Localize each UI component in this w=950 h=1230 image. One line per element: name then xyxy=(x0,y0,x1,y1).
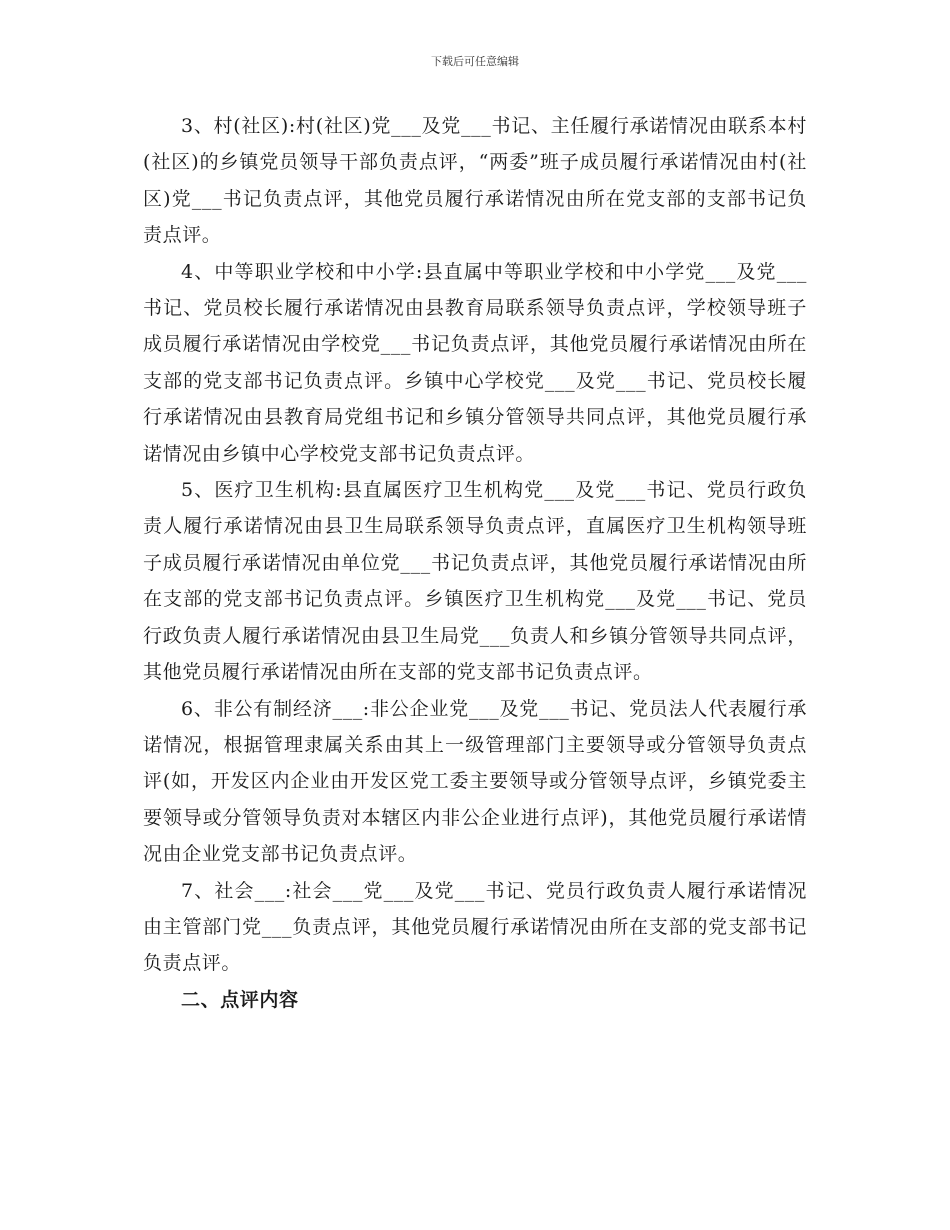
page-header: 下载后可任意编辑 xyxy=(431,55,519,68)
paragraph-schools: 4、中等职业学校和中小学:县直属中等职业学校和中小学党___及党___书记、党员校长履行承诺情况由县教育局联系领导负责点评，学校领导班子成员履行承诺情况由学校党___书记负责点评，其他党员履行承诺情况由所在支部的党支部书记负责点评。乡镇中心学校党___及党___书记、党员校长履行承诺情况由县教育局党组书记和乡镇分管领导共同点评，其他党员履行承诺情况由乡镇中心学校党支部书记负责点评。 xyxy=(143,260,807,465)
document-body xyxy=(143,108,807,1018)
paragraph-social-organizations: 7、社会___:社会___党___及党___书记、党员行政负责人履行承诺情况由主管部门党___负责点评，其他党员履行承诺情况由所在支部的党支部书记负责点评。 xyxy=(143,879,807,975)
paragraph-non-public-economy: 6、非公有制经济___:非公企业党___及党___书记、党员法人代表履行承诺情况，根据管理隶属关系由其上一级管理部门主要领导或分管领导负责点评(如，开发区内企业由开发区党工委主要领导或分管领导点评，乡镇党委主要领导或分管领导负责对本辖区内非公企业进行点评)，其他党员履行承诺情况由企业党支部书记负责点评。 xyxy=(143,697,807,866)
section-heading: 二、点评内容 xyxy=(181,988,299,1011)
paragraph-medical-institutions: 5、医疗卫生机构:县直属医疗卫生机构党___及党___书记、党员行政负责人履行承诺情况由县卫生局联系领导负责点评，直属医疗卫生机构领导班子成员履行承诺情况由单位党___书记负责点评，其他党员履行承诺情况由所在支部的党支部书记负责点评。乡镇医疗卫生机构党___及党___书记、党员行政负责人履行承诺情况由县卫生局党___负责人和乡镇分管领导共同点评，其他党员履行承诺情况由所在支部的党支部书记负责点评。 xyxy=(143,479,807,684)
paragraph-village-community: 3、村(社区):村(社区)党___及党___书记、主任履行承诺情况由联系本村(社区)的乡镇党员领导干部负责点评，“两委”班子成员履行承诺情况由村(社区)党___书记负责点评，其他党员履行承诺情况由所在党支部的支部书记负责点评。 xyxy=(143,115,807,247)
